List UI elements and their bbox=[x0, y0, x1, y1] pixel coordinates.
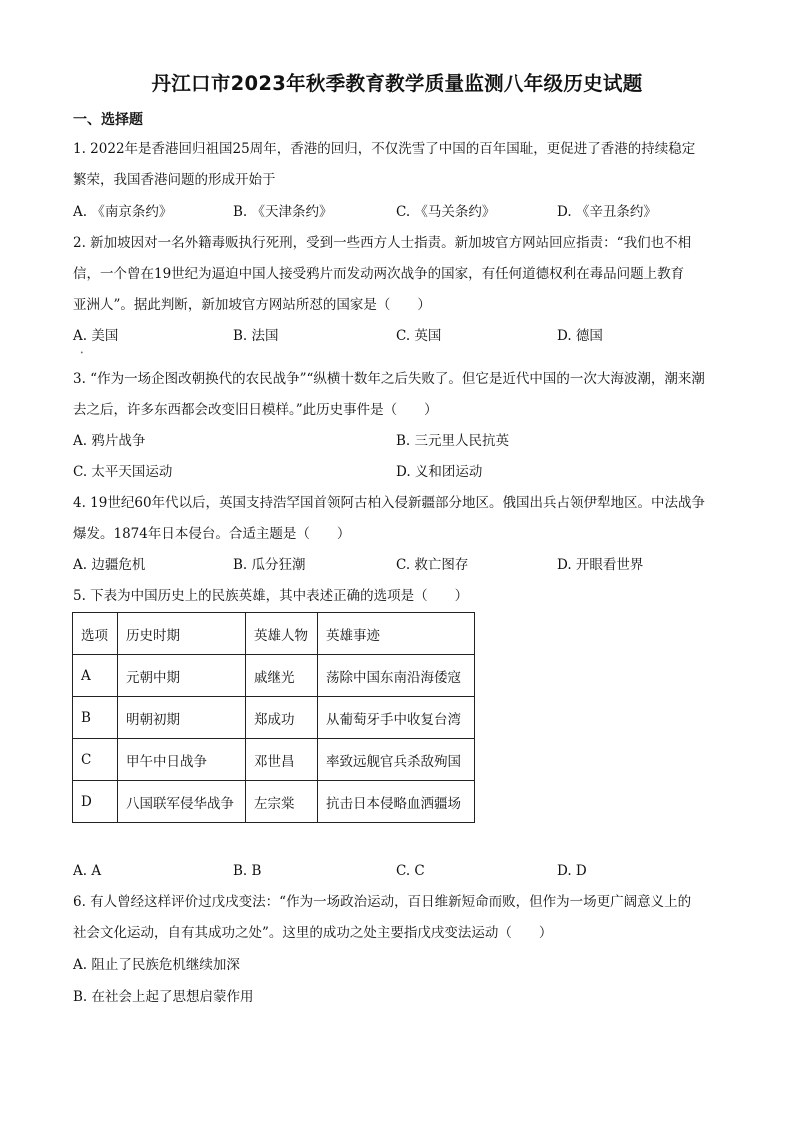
table-header-cell: 英雄人物 bbox=[246, 613, 318, 655]
table-cell: 戚继光 bbox=[246, 655, 318, 697]
table-cell: 元朝中期 bbox=[118, 655, 246, 697]
table-row bbox=[73, 739, 475, 781]
table-cell: 郑成功 bbox=[246, 697, 318, 739]
q5-stem: 5. 下表为中国历史上的民族英雄，其中表述正确的选项是（ ） bbox=[73, 588, 469, 604]
q2-line-3: 亚洲人”。据此判断，新加坡官方网站所怼的国家是（ ） bbox=[73, 297, 431, 313]
q4-line-2: 爆发。1874年日本侵台。合适主题是（ ） bbox=[73, 526, 351, 542]
table-cell: B bbox=[73, 697, 118, 739]
q2-line-2: 信，一个曾在19世纪为逼迫中国人接受鸦片而发动两次战争的国家，有任何道德权利在毒品问题上教育 bbox=[73, 266, 685, 282]
table-header-cell: 英雄事迹 bbox=[318, 613, 475, 655]
table-cell: 邓世昌 bbox=[246, 739, 318, 781]
q3-line-1: 3. “作为一场企图改朝换代的农民战争”“纵横十数年之后失败了。但它是近代中国的一次大海波潮，潮来潮 bbox=[73, 371, 705, 387]
q2-line-1: 2. 新加坡因对一名外籍毒贩执行死刑，受到一些西方人士指责。新加坡官方网站回应指责：“我们也不相 bbox=[73, 235, 692, 251]
q6-line-1: 6. 有人曾经这样评价过戊戌变法：“作为一场政治运动，百日维新短命而败，但作为一场更广阔意义上的 bbox=[73, 894, 692, 910]
table-cell: A bbox=[73, 655, 118, 697]
q2-option-c: C. 英国 bbox=[396, 328, 442, 344]
q6-option-a: A. 阻止了民族危机继续加深 bbox=[73, 957, 240, 973]
q4-option-b: B. 瓜分狂潮 bbox=[233, 557, 306, 573]
q1-option-d: D. 《辛丑条约》 bbox=[557, 204, 657, 220]
table-cell: 明朝初期 bbox=[118, 697, 246, 739]
table-row bbox=[73, 697, 475, 739]
q1-option-b: B. 《天津条约》 bbox=[233, 204, 333, 220]
heroes-table bbox=[72, 612, 475, 823]
q3-option-d: D. 义和团运动 bbox=[396, 464, 483, 480]
q4-option-c: C. 救亡图存 bbox=[396, 557, 469, 573]
q1-line-1: 1. 2022年是香港回归祖国25周年，香港的回归，不仅洗雪了中国的百年国耻，更促进了香港的持续稳定 bbox=[73, 141, 696, 157]
q2-option-d: D. 德国 bbox=[557, 328, 603, 344]
table-row bbox=[73, 781, 475, 823]
table-cell: 左宗棠 bbox=[246, 781, 318, 823]
table-cell: 抗击日本侵略血洒疆场 bbox=[318, 781, 475, 823]
q4-line-1: 4. 19世纪60年代以后，英国支持浩罕国首领阿古柏入侵新疆部分地区。俄国出兵占领伊犁地区。中法战争 bbox=[73, 495, 706, 511]
q6-line-2: 社会文化运动，自有其成功之处”。这里的成功之处主要指戊戌变法运动（ ） bbox=[73, 925, 553, 941]
q3-option-b: B. 三元里人民抗英 bbox=[396, 433, 510, 449]
q4-option-a: A. 边疆危机 bbox=[73, 557, 146, 573]
q5-option-d: D. D bbox=[557, 863, 587, 879]
section-heading: 一、选择题 bbox=[73, 112, 143, 128]
table-header-cell: 选项 bbox=[73, 613, 118, 655]
table-cell: 甲午中日战争 bbox=[118, 739, 246, 781]
table-cell: 八国联军侵华战争 bbox=[118, 781, 246, 823]
q3-line-2: 去之后，许多东西都会改变旧日模样。”此历史事件是（ ） bbox=[73, 402, 438, 418]
q5-option-b: B. B bbox=[233, 863, 262, 879]
q5-option-a: A. A bbox=[73, 863, 102, 879]
q2-option-a: A. 美国 bbox=[73, 328, 119, 344]
table-row bbox=[73, 655, 475, 697]
q5-option-c: C. C bbox=[396, 863, 425, 879]
q3-option-c: C. 太平天国运动 bbox=[73, 464, 173, 480]
q2-option-b: B. 法国 bbox=[233, 328, 279, 344]
q1-option-a: A. 《南京条约》 bbox=[73, 204, 173, 220]
table-header-cell: 历史时期 bbox=[118, 613, 246, 655]
q4-option-d: D. 开眼看世界 bbox=[557, 557, 644, 573]
table-header-row bbox=[73, 613, 475, 655]
q1-option-c: C. 《马关条约》 bbox=[396, 204, 496, 220]
table-cell: 率致远舰官兵杀敌殉国 bbox=[318, 739, 475, 781]
table-cell: D bbox=[73, 781, 118, 823]
q3-option-a: A. 鸦片战争 bbox=[73, 433, 146, 449]
q1-line-2: 繁荣，我国香港问题的形成开始于 bbox=[73, 172, 276, 188]
table-cell: 荡除中国东南沿海倭寇 bbox=[318, 655, 475, 697]
table-cell: C bbox=[73, 739, 118, 781]
page-title: 丹江口市2023年秋季教育教学质量监测八年级历史试题 bbox=[151, 72, 643, 95]
stray-dot: • bbox=[80, 350, 84, 357]
table-cell: 从葡萄牙手中收复台湾 bbox=[318, 697, 475, 739]
q6-option-b: B. 在社会上起了思想启蒙作用 bbox=[73, 989, 254, 1005]
